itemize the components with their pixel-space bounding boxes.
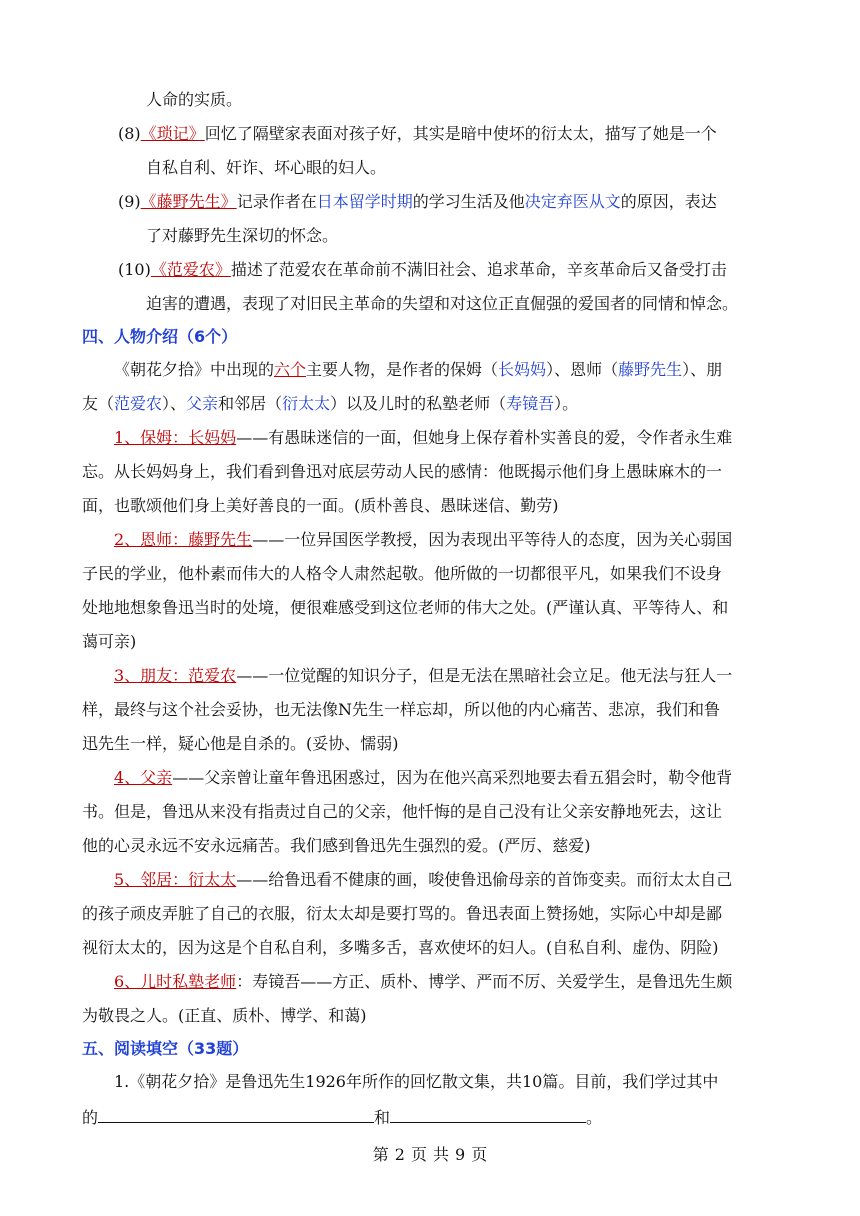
character-5-cont: 的孩子顽皮弄脏了自己的衣服，衍太太却是要打骂的。鲁迅表面上赞扬她，实际心中却是鄙 — [82, 904, 723, 923]
character-label[interactable]: 6、儿时私塾老师 — [114, 972, 237, 991]
text: ）、恩师（ — [546, 360, 619, 379]
character-4-cont: 他的心灵永远不安永远痛苦。我们感到鲁迅先生强烈的爱。(严厉、慈爱) — [82, 836, 591, 855]
work-10-item-cont — [146, 292, 738, 316]
text: ——父亲曾让童年鲁迅困惑过，因为在他兴高采烈地要去看五猖会时，勒令他背 — [172, 768, 733, 787]
answer-blank[interactable] — [98, 1104, 374, 1123]
item-number: (8) — [118, 124, 141, 143]
text: 和邻居（ — [218, 394, 283, 413]
character-label[interactable]: 5、邻居：衍太太 — [114, 870, 237, 889]
text: 友（ — [82, 394, 115, 413]
character-6 — [114, 970, 732, 994]
intro-paragraph-line — [114, 358, 722, 382]
text: ——一位异国医学教授，因为表现出平等待人的态度，因为关心弱国 — [252, 530, 733, 549]
text: 页 — [471, 1145, 488, 1164]
character-2-cont: 蔼可亲) — [82, 632, 137, 651]
text: 的学习生活及他 — [412, 192, 525, 211]
work-9-item — [118, 190, 717, 214]
character-label[interactable]: 4、父亲 — [114, 768, 173, 787]
keyword: 日本留学时期 — [316, 192, 413, 211]
character-label[interactable]: 2、恩师：藤野先生 — [114, 530, 253, 549]
work-title-link[interactable]: 《范爱农》 — [150, 260, 231, 279]
question-1-cont — [82, 1104, 602, 1130]
keyword: 藤野先生 — [618, 360, 683, 379]
keyword: 父亲 — [186, 394, 219, 413]
item-number: (9) — [118, 192, 141, 211]
text: 主要人物，是作者的保姆（ — [306, 360, 499, 379]
character-3-cont: 样，最终与这个社会妥协，也无法像N先生一样忘却，所以他的内心痛苦、悲凉，我们和鲁 — [82, 700, 721, 719]
text: ）、 — [162, 394, 187, 413]
character-1-cont: 忘。从长妈妈身上，我们看到鲁迅对底层劳动人民的感情：他既揭示他们身上愚昧麻木的一 — [82, 462, 723, 481]
keyword: 寿镜吾 — [506, 394, 555, 413]
character-3 — [114, 664, 732, 688]
work-title-link[interactable]: 《藤野先生》 — [140, 192, 237, 211]
text: ——一位觉醒的知识分子，但是无法在黑暗社会立足。他无法与狂人一 — [236, 666, 733, 685]
character-2-cont: 子民的学业，他朴素而伟大的人格令人肃然起敬。他所做的一切都很平凡，如果我们不设身 — [82, 564, 723, 583]
keyword: 衍太太 — [282, 394, 331, 413]
work-desc: 描述了范爱农在革命前不满旧社会、追求革命，辛亥革命后又备受打击 — [230, 260, 727, 279]
work-desc: 了对藤野先生深切的怀念。 — [146, 226, 339, 245]
character-4-cont: 书。但是，鲁迅从来没有指责过自己的父亲，他忏悔的是自己没有让父亲安静地死去，这让 — [82, 802, 723, 821]
intro-paragraph-line — [82, 392, 578, 416]
keyword: 六个 — [274, 360, 307, 379]
keyword: 长妈妈 — [498, 360, 547, 379]
work-10-item — [118, 258, 727, 282]
section-heading: 五、阅读填空（33题） — [82, 1039, 249, 1058]
work-8-item-cont — [146, 156, 386, 180]
character-6-cont: 为敬畏之人。(正直、质朴、博学、和蔼) — [82, 1006, 367, 1025]
text: 第 — [372, 1145, 389, 1164]
text: 页 — [410, 1145, 427, 1164]
character-5 — [114, 868, 732, 892]
page-total: 9 — [455, 1145, 466, 1164]
item-number: (10) — [118, 260, 151, 279]
text: 和 — [374, 1108, 391, 1127]
text: 记录作者在 — [236, 192, 317, 211]
work-title-link[interactable]: 《琐记》 — [140, 124, 205, 143]
text: ——给鲁迅看不健康的画，唆使鲁迅偷母亲的首饰变卖。而衍太太自己 — [236, 870, 733, 889]
work-7-tail — [146, 88, 242, 112]
work-desc: 回忆了隔壁家表面对孩子好，其实是暗中使坏的衍太太，描写了她是一个 — [204, 124, 717, 143]
text: 的 — [82, 1108, 99, 1127]
answer-blank[interactable] — [390, 1104, 586, 1123]
text: ）。 — [554, 394, 579, 413]
character-1 — [114, 426, 732, 450]
question-1: 1.《朝花夕拾》是鲁迅先生1926年所作的回忆散文集，共10篇。目前，我们学过其中 — [114, 1072, 719, 1091]
character-4 — [114, 766, 732, 790]
text: 人命的实质。 — [146, 90, 243, 109]
text: 共 — [433, 1145, 450, 1164]
section-heading: 四、人物介绍（6个） — [82, 327, 238, 346]
character-label[interactable]: 3、朋友：范爱农 — [114, 666, 237, 685]
text: ——有愚昧迷信的一面，但她身上保存着朴实善良的爱，令作者永生难 — [236, 428, 733, 447]
text: 。 — [586, 1108, 603, 1127]
work-9-item-cont — [146, 224, 338, 248]
work-desc: 自私自利、奸诈、坏心眼的妇人。 — [146, 158, 387, 177]
character-2-cont: 处地地想象鲁迅当时的处境，便很难感受到这位老师的伟大之处。(严谨认真、平等待人、和 — [82, 598, 729, 617]
character-1-cont: 面，也歌颂他们身上美好善良的一面。(质朴善良、愚昧迷信、勤劳) — [82, 496, 559, 515]
text: 的原因，表达 — [620, 192, 717, 211]
character-5-cont: 视衍太太的，因为这是个自私自利，多嘴多舌，喜欢使坏的妇人。(自私自利、虚伪、阴险) — [82, 938, 719, 957]
keyword: 范爱农 — [114, 394, 163, 413]
character-2 — [114, 528, 732, 552]
text: ）以及儿时的私塾老师（ — [330, 394, 507, 413]
character-3-cont: 迅先生一样，疑心他是自杀的。(妥协、懦弱) — [82, 734, 399, 753]
text: ：寿镜吾——方正、质朴、博学、严而不厉、关爱学生，是鲁迅先生颇 — [236, 972, 733, 991]
keyword: 决定弃医从文 — [524, 192, 621, 211]
text: 《朝花夕拾》中出现的 — [114, 360, 275, 379]
work-desc: 迫害的遭遇，表现了对旧民主革命的失望和对这位正直倔强的爱国者的同情和悼念。 — [146, 294, 739, 313]
page-footer — [0, 1142, 860, 1165]
text: ）、朋 — [682, 360, 723, 379]
character-label[interactable]: 1、保姆：长妈妈 — [114, 428, 237, 447]
work-8-item — [118, 122, 717, 146]
page-number: 2 — [394, 1145, 405, 1164]
